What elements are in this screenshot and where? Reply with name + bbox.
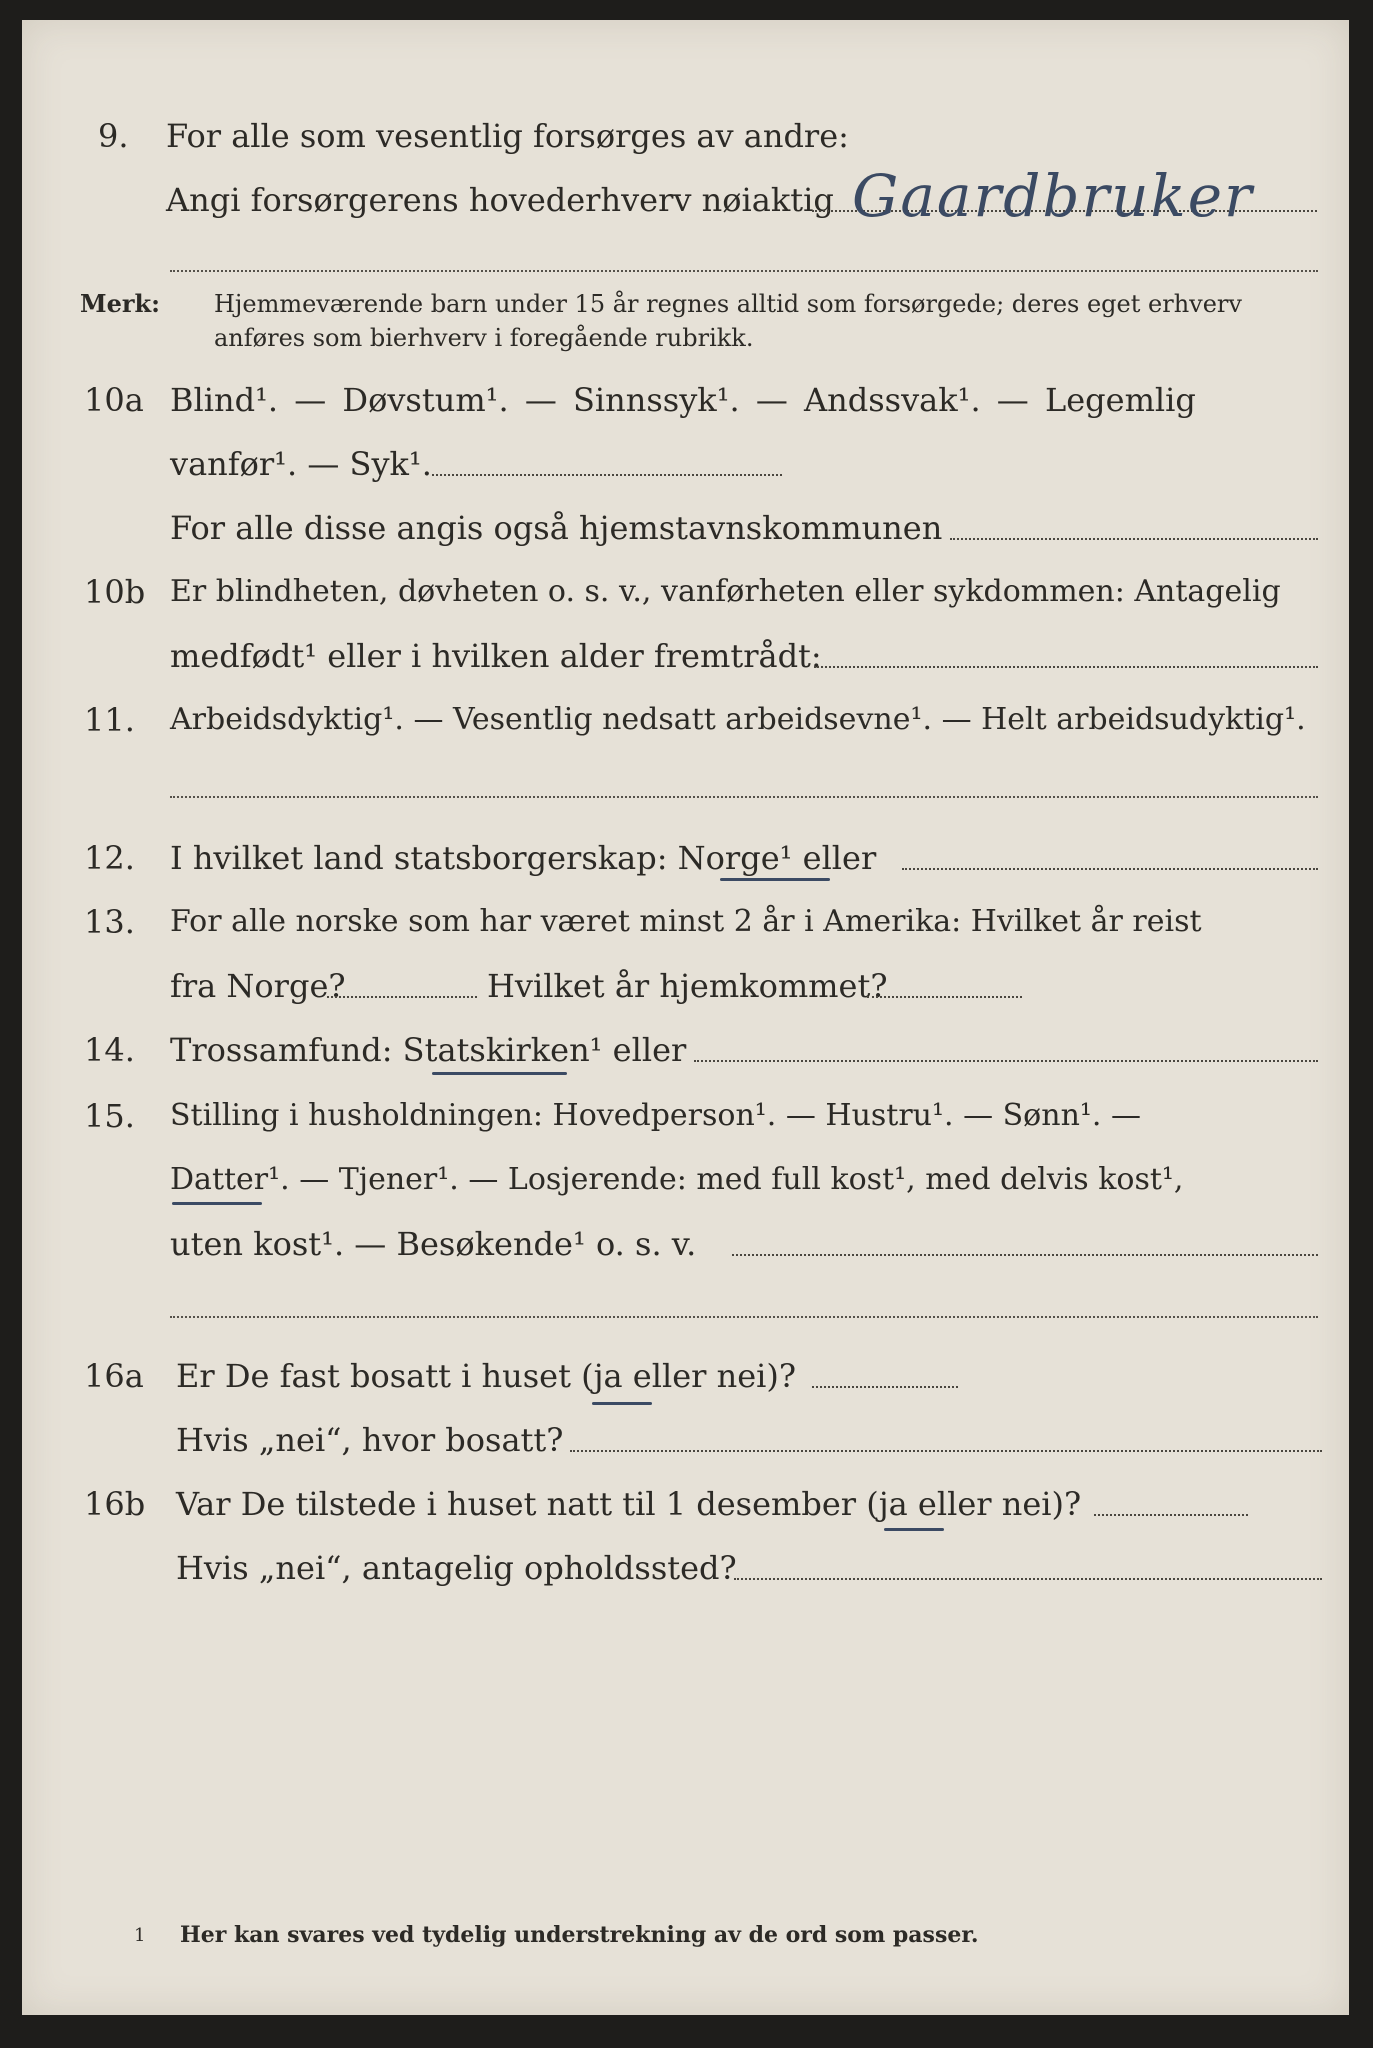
merk-line2: anføres som bierhverv i foregående rubrikk. — [214, 324, 754, 352]
q14-statskirken-underline — [432, 1072, 567, 1075]
q11-line1: Arbeidsdyktig¹. — Vesentlig nedsatt arbeidsevne¹. — Helt arbeidsudyktig¹. — [170, 702, 1306, 737]
q13-hjemkommet-line — [867, 996, 1022, 998]
q10a-line1: Blind¹. — Døvstum¹. — Sinnssyk¹. — Andssvak¹. — Legemlig — [170, 381, 1196, 419]
q13-reist-line — [327, 996, 477, 998]
q12-norge-underline — [720, 878, 830, 881]
q10b-line1: Er blindheten, døvheten o. s. v., vanførheten eller sykdommen: Antagelig — [170, 574, 1281, 609]
q9-number: 9. — [98, 117, 129, 155]
merk-label: Merk: — [80, 289, 160, 318]
footnote-mark: 1 — [134, 1925, 146, 1946]
q14-number: 14. — [84, 1031, 135, 1069]
q10a-line3: For alle disse angis også hjemstavnskommunen — [170, 509, 943, 547]
q11-answer-line — [170, 796, 1318, 798]
q9-handwritten-answer: Gaardbruker — [852, 162, 1254, 230]
q15-answer-line — [732, 1254, 1318, 1256]
q9-line1: For alle som vesentlig forsørges av andre: — [166, 117, 849, 155]
q15-datter-underline — [172, 1202, 262, 1205]
q12-number: 12. — [84, 839, 135, 877]
q10b-answer-line — [814, 666, 1318, 668]
q16a-line2: Hvis „nei“, hvor bosatt? — [176, 1421, 564, 1459]
q12-answer-line — [902, 868, 1318, 870]
q10b-line2: medfødt¹ eller i hvilken alder fremtrådt: — [170, 637, 822, 675]
q10b-number: 10b — [84, 573, 146, 611]
merk-line1: Hjemmeværende barn under 15 år regnes alltid som forsørgede; deres eget erhverv — [214, 290, 1242, 318]
census-form-page — [22, 20, 1349, 2015]
q16a-answer-line — [812, 1386, 958, 1388]
q13-line2b: Hvilket år hjemkommet? — [487, 967, 888, 1005]
q15-separator — [170, 1316, 1318, 1318]
q15-line2: Datter¹. — Tjener¹. — Losjerende: med full kost¹, med delvis kost¹, — [170, 1162, 1184, 1197]
q14-line1: Trossamfund: Statskirken¹ eller — [170, 1031, 687, 1069]
q16b-line1: Var De tilstede i huset natt til 1 desember (ja eller nei)? — [176, 1485, 1082, 1523]
footnote-text: Her kan svares ved tydelig understrekning av de ord som passer. — [180, 1922, 979, 1948]
q15-line1: Stilling i husholdningen: Hovedperson¹. — Hustru¹. — Sønn¹. — — [170, 1098, 1141, 1133]
q11-number: 11. — [84, 701, 135, 739]
q16b-line2: Hvis „nei“, antagelig opholdssted? — [176, 1549, 737, 1587]
q16b-ja-underline — [884, 1528, 944, 1531]
q16a-ja-underline — [592, 1402, 652, 1405]
q13-line1: For alle norske som har været minst 2 år i Amerika: Hvilket år reist — [170, 904, 1202, 939]
q10a-line2: vanfør¹. — Syk¹. — [170, 445, 432, 483]
q9-separator — [170, 270, 1318, 272]
q16a-bosatt-line — [570, 1450, 1322, 1452]
q13-line2a: fra Norge? — [170, 967, 346, 1005]
q10a-number: 10a — [84, 381, 144, 419]
q16b-number: 16b — [84, 1485, 146, 1523]
q10a-kommune-line — [950, 538, 1318, 540]
q16a-line1: Er De fast bosatt i huset (ja eller nei)? — [176, 1357, 797, 1395]
q13-number: 13. — [84, 903, 135, 941]
q15-number: 15. — [84, 1097, 135, 1135]
q14-answer-line — [694, 1060, 1318, 1062]
q9-line2: Angi forsørgerens hovederhverv nøiaktig — [166, 181, 834, 219]
q16b-opholdssted-line — [734, 1578, 1322, 1580]
q12-line1: I hvilket land statsborgerskap: Norge¹ eller — [170, 839, 877, 877]
q16a-number: 16a — [84, 1357, 144, 1395]
q15-line3: uten kost¹. — Besøkende¹ o. s. v. — [170, 1225, 697, 1263]
q10a-syk-line — [432, 474, 782, 476]
q16b-answer-line — [1094, 1514, 1248, 1516]
